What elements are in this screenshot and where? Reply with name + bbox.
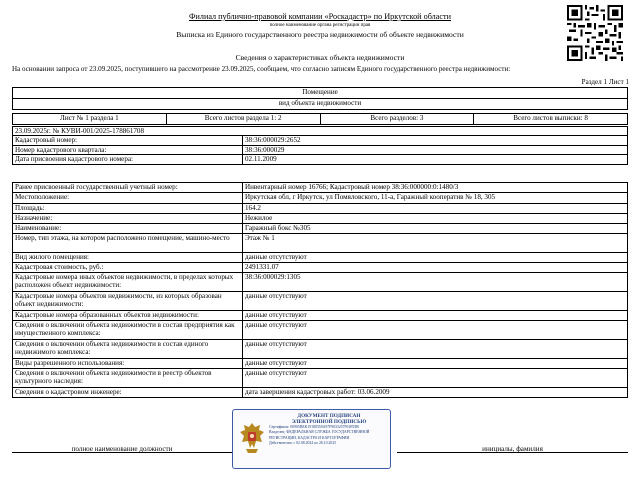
table-row xyxy=(13,234,628,253)
table-row xyxy=(13,155,628,164)
electronic-signature-stamp xyxy=(232,409,391,469)
field-label: Ранее присвоенный государственный учетный номер: xyxy=(13,183,243,193)
registration-number: 23.09.2025г. № КУВИ-001/2025-178861708 xyxy=(13,127,628,136)
table-row xyxy=(13,292,628,311)
field-label: Местоположение: xyxy=(13,193,243,204)
section-sheet-ref: Раздел 1 Лист 1 xyxy=(581,78,629,86)
table-row xyxy=(13,273,628,292)
table-row xyxy=(13,214,628,224)
field-value: Инвентарный номер 16766; Кадастровый номер 38:36:000000:0:1480/3 xyxy=(243,183,628,193)
stamp-subtitle: ЭЛЕКТРОННОЙ ПОДПИСЬЮ xyxy=(291,419,367,425)
object-type-caption: вид объекта недвижимости xyxy=(13,99,628,110)
field-value: 38:36:000029:1305 xyxy=(243,273,628,292)
registration-table xyxy=(12,126,628,165)
field-value: данные отсутствуют xyxy=(243,311,628,321)
table-row xyxy=(13,183,628,193)
field-value: 2491331.07 xyxy=(243,263,628,273)
organization-caption: полное наименование органа регистрации прав xyxy=(269,23,371,28)
sheet-info-table xyxy=(12,113,628,125)
field-label: Сведения о включении объекта недвижимости в состав единого недвижимого комплекса: xyxy=(13,340,243,359)
field-value: 164.2 xyxy=(243,204,628,214)
table-row xyxy=(13,204,628,214)
organization-name: Филиал публично-правовой компании «Роскадастр» по Иркутской области xyxy=(189,12,451,21)
registration-number-row xyxy=(13,127,628,136)
field-label: Номер кадастрового квартала: xyxy=(13,145,243,154)
field-value: данные отсутствуют xyxy=(243,340,628,359)
field-label: Кадастровые номера образованных объектов недвижимости: xyxy=(13,311,243,321)
field-value: Этаж № 1 xyxy=(243,234,628,253)
field-label: Вид жилого помещения: xyxy=(13,253,243,263)
field-label: Назначение: xyxy=(13,214,243,224)
field-value: данные отсутствуют xyxy=(243,359,628,369)
field-value: 38:36:000029:2652 xyxy=(243,136,628,145)
sheets-in-section: Всего листов раздела 1: 2 xyxy=(166,114,320,125)
field-label: Кадастровая стоимость, руб.: xyxy=(13,263,243,273)
sheet-number: Лист № 1 раздела 1 xyxy=(13,114,167,125)
table-row xyxy=(13,388,628,398)
object-type-value: Помещение xyxy=(13,88,628,99)
field-label: Сведения о включении объекта недвижимости в реестр объектов культурного наследия: xyxy=(13,369,243,388)
position-caption: полное наименование должности xyxy=(71,445,173,453)
stamp-certificate: Сертификат: 00905BEK19188350A97F9033257991E9D0 xyxy=(269,425,360,429)
field-label: Номер, тип этажа, на котором расположено помещение, машино-место xyxy=(13,234,243,253)
section-title: Сведения о характеристиках объекта недвижимости xyxy=(235,53,405,62)
table-row xyxy=(13,369,628,388)
table-row xyxy=(13,136,628,145)
field-label: Кадастровые номера объектов недвижимости, из которых образован объект недвижимости: xyxy=(13,292,243,311)
sheets-total: Всего листов выписки: 8 xyxy=(474,114,628,125)
table-row xyxy=(13,224,628,234)
field-value: данные отсутствуют xyxy=(243,253,628,263)
field-label: Виды разрешенного использования: xyxy=(13,359,243,369)
object-type-table xyxy=(12,87,628,110)
characteristics-table xyxy=(12,182,628,398)
stamp-owner: Владелец: ФЕДЕРАЛЬНАЯ СЛУЖБА ГОСУДАРСТВЕННОЙ РЕГИСТРАЦИИ, КАДАСТРА И КАРТОГРАФИИ xyxy=(269,430,370,440)
field-label: Сведения о кадастровом инженере: xyxy=(13,388,243,398)
field-value: данные отсутствуют xyxy=(243,369,628,388)
document-title: Выписка из Единого государственного реестра недвижимости об объекте недвижимости xyxy=(176,30,464,39)
field-value: Иркутская обл, г Иркутск, ул Помяловского, 11-а, Гаражный кооператив № 18, 305 xyxy=(243,193,628,204)
field-value: данные отсутствуют xyxy=(243,321,628,340)
sheet-info-row xyxy=(13,114,628,125)
stamp-title: ДОКУМЕНТ ПОДПИСАН xyxy=(297,413,361,419)
table-row xyxy=(13,145,628,154)
field-label: Сведения о включении объекта недвижимости в состав предприятия как имущественного комплекса: xyxy=(13,321,243,340)
field-label: Дата присвоения кадастрового номера: xyxy=(13,155,243,164)
field-value: 38:36:000029 xyxy=(243,145,628,154)
request-basis: На основании запроса от 23.09.2025, поступившего на рассмотрение 23.09.2025, сообщаем, что согласно записям Единого государственного реестра недвижимости: xyxy=(12,65,511,73)
table-row xyxy=(13,253,628,263)
field-value: 02.11.2009 xyxy=(243,155,628,164)
field-label: Наименование: xyxy=(13,224,243,234)
field-label: Кадастровые номера иных объектов недвижимости, в пределах которых расположен объект недвижимости: xyxy=(13,273,243,292)
object-type-caption-row xyxy=(13,99,628,110)
table-row xyxy=(13,263,628,273)
coat-of-arms-emblem-icon xyxy=(237,420,267,458)
table-row xyxy=(13,193,628,204)
field-value: Нежилое xyxy=(243,214,628,224)
field-value: Гаражный бокс №305 xyxy=(243,224,628,234)
object-type-row xyxy=(13,88,628,99)
qr-code-icon xyxy=(567,5,623,61)
field-label: Кадастровый номер: xyxy=(13,136,243,145)
field-value: дата завершения кадастровых работ: 03.06.2009 xyxy=(243,388,628,398)
table-row xyxy=(13,359,628,369)
name-caption: инициалы, фамилия xyxy=(482,445,543,453)
table-row xyxy=(13,321,628,340)
table-row xyxy=(13,311,628,321)
sections-total: Всего разделов: 3 xyxy=(320,114,474,125)
stamp-validity: Действителен: с 02.08.2024 по 26.10.2025 xyxy=(269,441,337,446)
table-row xyxy=(13,340,628,359)
field-label: Площадь: xyxy=(13,204,243,214)
field-value: данные отсутствуют xyxy=(243,292,628,311)
